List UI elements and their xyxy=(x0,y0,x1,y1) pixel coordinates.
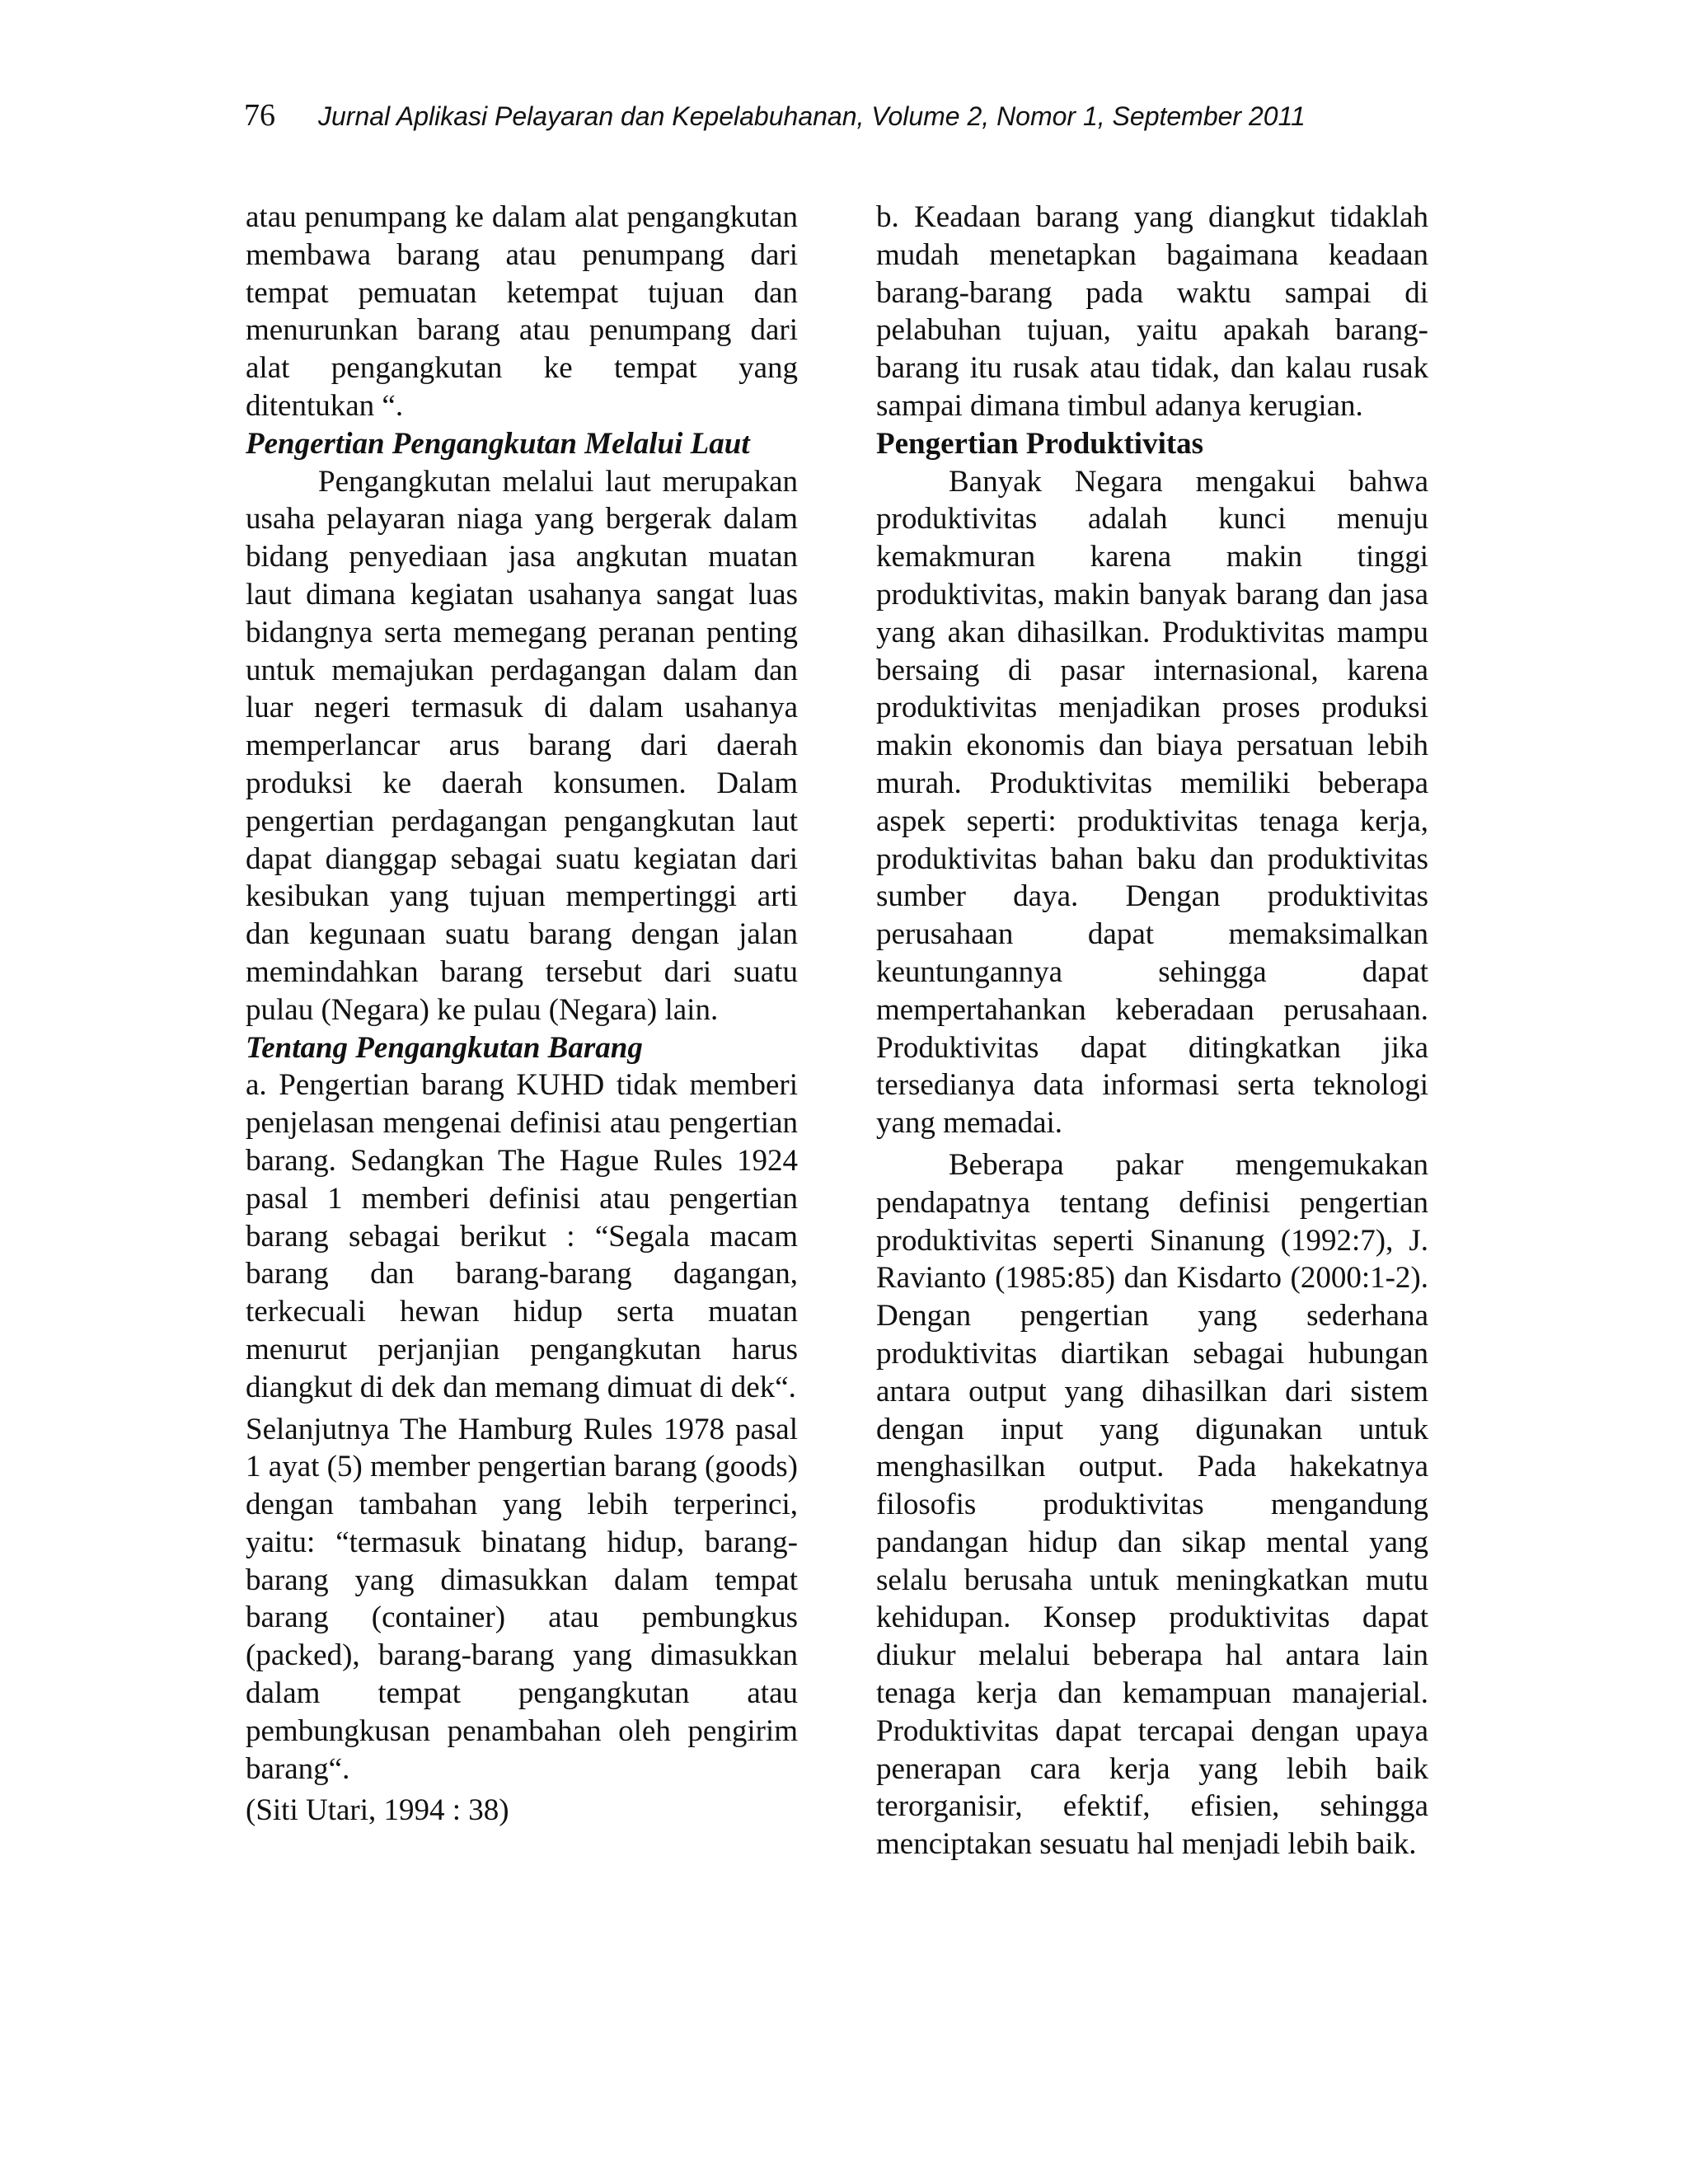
intro-paragraph: atau penumpang ke dalam alat pengangkutan membawa barang atau penumpang dari tempat pemuatan ketempat tujuan dan menurunkan barang atau penumpang dari alat pengangkutan ke tempat yang ditentukan “. xyxy=(246,200,798,423)
section-heading-productivity: Pengertian Produktivitas xyxy=(876,426,1204,461)
section-heading-goods-transport: Tentang Pengangkutan Barang xyxy=(246,1030,643,1065)
section-heading-sea-transport: Pengertian Pengangkutan Melalui Laut xyxy=(246,426,750,461)
paragraph-hamburg-rules: Selanjutnya The Hamburg Rules 1978 pasal 1 ayat (5) member pengertian barang (goods) dengan tambahan yang lebih terperinci, yaitu: “termasuk binatang hidup, barang-barang yang dimasukkan dalam tempat barang (container) atau pembungkus (packed), barang-barang yang dimasukkan dalam tempat pengangkutan atau pembungkusan penambahan oleh pengirim barang“. xyxy=(246,1412,798,1786)
paragraph-goods-definition: a. Pengertian barang KUHD tidak memberi penjelasan mengenai definisi atau pengertian barang. Sedangkan The Hague Rules 1924 pasal 1 memberi definisi atau pengertian barang sebagai berikut : “Segala macam barang dan barang-barang dagangan, terkecuali hewan hidup serta muatan menurut perjanjian pengangkutan harus diangkut di dek dan memang dimuat di dek“. xyxy=(246,1068,798,1404)
journal-title: Jurnal Aplikasi Pelayaran dan Kepelabuhanan, Volume 2, Nomor 1, September 2011 xyxy=(318,101,1306,131)
paragraph-productivity-1: Banyak Negara mengakui bahwa produktivitas adalah kunci menuju kemakmuran karena makin tinggi produktivitas, makin banyak barang dan jasa yang akan dihasilkan. Produktivitas mampu bersaing di pasar internasional, karena produktivitas menjadikan proses produksi makin ekonomis dan biaya persatuan lebih murah. Produktivitas memiliki beberapa aspek seperti: produktivitas tenaga kerja, produktivitas bahan baku dan produktivitas sumber daya. Dengan produktivitas perusahaan dapat memaksimalkan keuntungannya sehingga dapat mempertahankan keberadaan perusahaan. Produktivitas dapat ditingkatkan jika tersedianya data informasi serta teknologi yang memadai. xyxy=(876,464,1428,1141)
paragraph-goods-condition: b. Keadaan barang yang diangkut tidaklah mudah menetapkan bagaimana keadaan barang-barang pada waktu sampai di pelabuhan tujuan, yaitu apakah barang-barang itu rusak atau tidak, dan kalau rusak sampai dimana timbul adanya kerugian. xyxy=(876,200,1428,423)
page-number: 76 xyxy=(244,98,275,133)
citation: (Siti Utari, 1994 : 38) xyxy=(246,1793,509,1828)
page-header xyxy=(244,97,1480,147)
paragraph-sea-transport: Pengangkutan melalui laut merupakan usaha pelayaran niaga yang bergerak dalam bidang penyediaan jasa angkutan muatan laut dimana kegiatan usahanya sangat luas bidangnya serta memegang peranan penting untuk memajukan perdagangan dalam dan luar negeri termasuk di dalam usahanya memperlancar arus barang dari daerah produksi ke daerah konsumen. Dalam pengertian perdagangan pengangkutan laut dapat dianggap sebagai suatu kegiatan dari kesibukan yang tujuan mempertinggi arti dan kegunaan suatu barang dengan jalan memindahkan barang tersebut dari suatu pulau (Negara) ke pulau (Negara) lain. xyxy=(246,464,798,1027)
paragraph-productivity-2: Beberapa pakar mengemukakan pendapatnya tentang definisi pengertian produktivitas seperti Sinanung (1992:7), J. Ravianto (1985:85) dan Kisdarto (2000:1-2). Dengan pengertian yang sederhana produktivitas diartikan sebagai hubungan antara output yang dihasilkan dari sistem dengan input yang digunakan untuk menghasilkan output. Pada hakekatnya filosofis produktivitas mengandung pandangan hidup dan sikap mental yang selalu berusaha untuk meningkatkan mutu kehidupan. Konsep produktivitas dapat diukur melalui beberapa hal antara lain tenaga kerja dan kemampuan manajerial. Produktivitas dapat tercapai dengan upaya penerapan cara kerja yang lebih baik terorganisir, efektif, efisien, sehingga menciptakan sesuatu hal menjadi lebih baik. xyxy=(876,1147,1428,1862)
right-column xyxy=(876,199,1428,1863)
left-column xyxy=(246,199,798,1830)
